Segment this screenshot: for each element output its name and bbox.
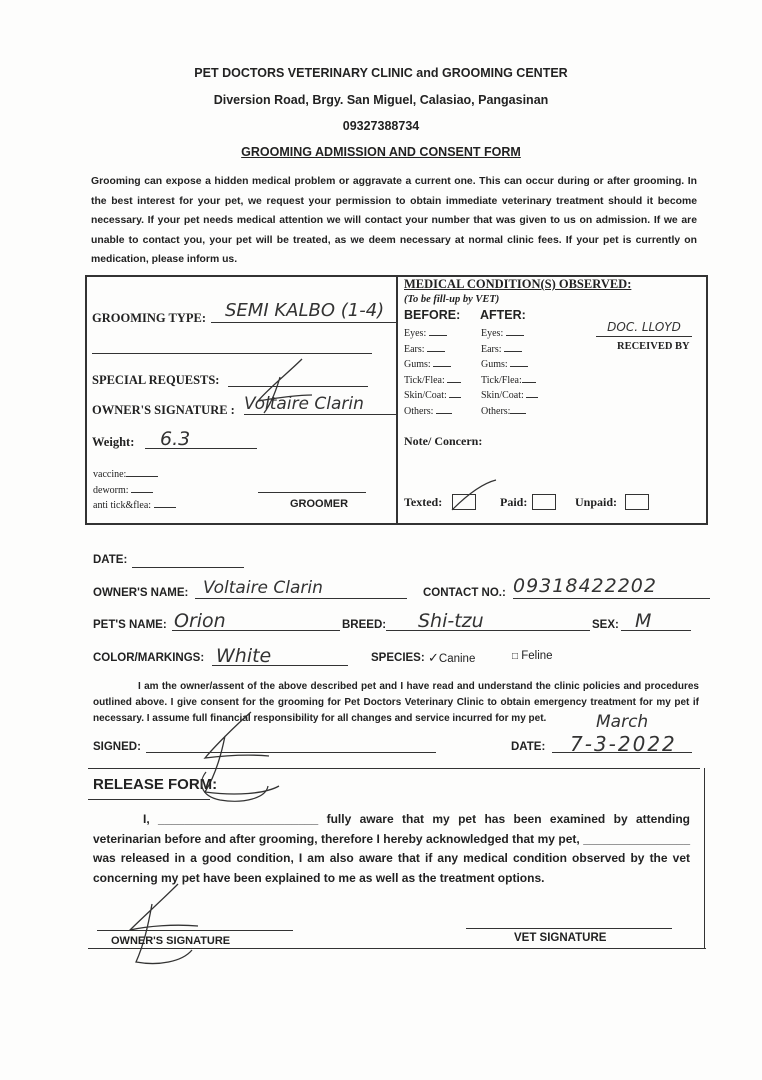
after-item: Eyes: [481,326,538,342]
breed-field[interactable] [386,610,590,631]
before-item: Eyes: [404,326,461,342]
unpaid-checkbox[interactable] [625,494,649,510]
received-by-value: DOC. LLOYD [607,320,681,334]
sex-value: M [635,610,652,632]
owner-signature-value: Voltaire Clarin [244,394,364,414]
grooming-type-field[interactable] [211,300,396,323]
before-item: Tick/Flea: [404,373,461,389]
date2-value: 7-3-2022 [570,732,677,756]
groomer-signature-line[interactable] [258,492,366,493]
before-item: Skin/Coat: [404,388,461,404]
consent-paragraph: I am the owner/assent of the above described pet and I have read and understand the clinic policies and procedures outlined above. I give consent for the grooming for Pet Doctors Veterinary Clinic to obtain emergency treatment for my pet if necessary. I assume full financial responsibility for all changes and service incurred for my pet. [93,681,699,724]
after-header: AFTER: [480,308,526,322]
before-item: Others: [404,404,461,420]
breed-value: Shi-tzu [418,610,484,632]
date-label: DATE: [93,554,128,566]
clinic-address: Diversion Road, Brgy. San Miguel, Calasiao, Pangasinan [213,93,549,107]
after-item: Ears: [481,342,538,358]
received-by-label: RECEIVED BY [617,341,690,352]
check-icon: ✓ [428,650,439,665]
color-field[interactable] [212,645,348,666]
before-item: Ears: [404,342,461,358]
species-feline-label: Feline [521,650,553,662]
contact-value: 09318422202 [513,575,657,597]
release-signature-loop [194,768,274,806]
checkbox-icon: □ [512,651,519,662]
breed-label: BREED: [342,619,387,631]
contact-field[interactable] [513,575,710,599]
grooming-extra-line [92,353,372,354]
date2-field[interactable] [552,732,692,756]
medical-title: MEDICAL CONDITION(S) OBSERVED: [404,277,632,291]
date2-month: March [596,712,649,732]
species-canine-option[interactable] [428,650,475,666]
species-label: SPECIES: [371,652,425,664]
weight-value: 6.3 [160,428,191,450]
release-top-line [88,768,700,769]
box-divider [396,275,398,525]
deworm-label: deworm: [93,485,153,496]
after-item: Tick/Flea: [481,373,538,389]
after-item: Skin/Coat: [481,388,538,404]
form-title: GROOMING ADMISSION AND CONSENT FORM [241,145,521,159]
paid-checkbox[interactable] [532,494,556,510]
owner-name-label: OWNER'S NAME: [93,587,189,599]
release-paragraph: I, ________________________ fully aware that my pet has been examined by attending veterinarian before and after grooming, therefore I hereby acknowledged that my pet, ________________ was released in a good condition, I am also aware that if any medical condition observed by the vet concerning my pet have been explained to me as well as the treatment options. [93,812,690,885]
clinic-name: PET DOCTORS VETERINARY CLINIC and GROOMING CENTER [194,66,568,80]
texted-label: Texted: [404,495,443,509]
after-list [481,326,538,420]
signed-label: SIGNED: [93,741,141,753]
release-owner-signature-label: OWNER'S SIGNATURE [111,935,231,947]
groomer-label: GROOMER [290,498,349,510]
release-bottom-line [88,948,706,949]
special-requests-label: SPECIAL REQUESTS: [92,373,220,387]
species-feline-option[interactable] [512,650,553,662]
owner-signature-scribble [250,355,320,417]
release-right-line [704,768,705,948]
antitick-label: anti tick&flea: [93,500,176,511]
color-value: White [216,645,272,667]
vet-signature-line[interactable] [466,928,672,929]
grooming-type-value: SEMI KALBO (1-4) [225,300,385,321]
sex-field[interactable] [621,610,691,631]
weight-field[interactable] [145,428,257,449]
pet-name-value: Orion [174,610,226,632]
date-field[interactable] [132,567,244,568]
before-header: BEFORE: [404,308,461,322]
date2-label: DATE: [511,741,546,753]
vet-signature-label: VET SIGNATURE [514,932,607,944]
contact-label: CONTACT NO.: [423,587,506,599]
after-item: Gums: [481,357,538,373]
texted-check-mark [450,476,500,512]
release-title: RELEASE FORM: [93,776,218,793]
intro-paragraph: Grooming can expose a hidden medical problem or aggravate a current one. This can occur during or after grooming. In the best interest for your pet, we request your permission to obtain immediate veterinary treatment should it become necessary. If your pet needs medical attention we will contact your number that was given to us on admission. If we are unable to contact you, your pet will be treated, as we deem necessary at normal clinic fees. If your pet is currently on medication, please inform us. [91,176,697,266]
paid-label: Paid: [500,495,528,509]
weight-label: Weight: [92,435,135,449]
owner-name-field[interactable] [195,578,407,599]
color-label: COLOR/MARKINGS: [93,652,205,664]
pet-name-label: PET'S NAME: [93,619,167,631]
pet-name-field[interactable] [172,610,340,631]
unpaid-label: Unpaid: [575,495,618,509]
owner-signature-label: OWNER'S SIGNATURE : [92,403,235,417]
release-title-underline [88,799,210,800]
sex-label: SEX: [592,619,619,631]
grooming-type-label: GROOMING TYPE: [92,311,207,325]
clinic-phone: 09327388734 [342,119,420,133]
before-item: Gums: [404,357,461,373]
species-canine-label: Canine [438,653,476,665]
received-by-field[interactable] [596,318,692,337]
after-item: Others: [481,404,538,420]
owner-name-value: Voltaire Clarin [203,578,323,598]
before-list [404,326,461,420]
fill-note: (To be fill-up by VET) [404,294,500,305]
note-label: Note/ Concern: [404,434,483,448]
release-owner-signature-scribble [108,880,208,970]
vaccine-label: vaccine: [93,469,158,480]
